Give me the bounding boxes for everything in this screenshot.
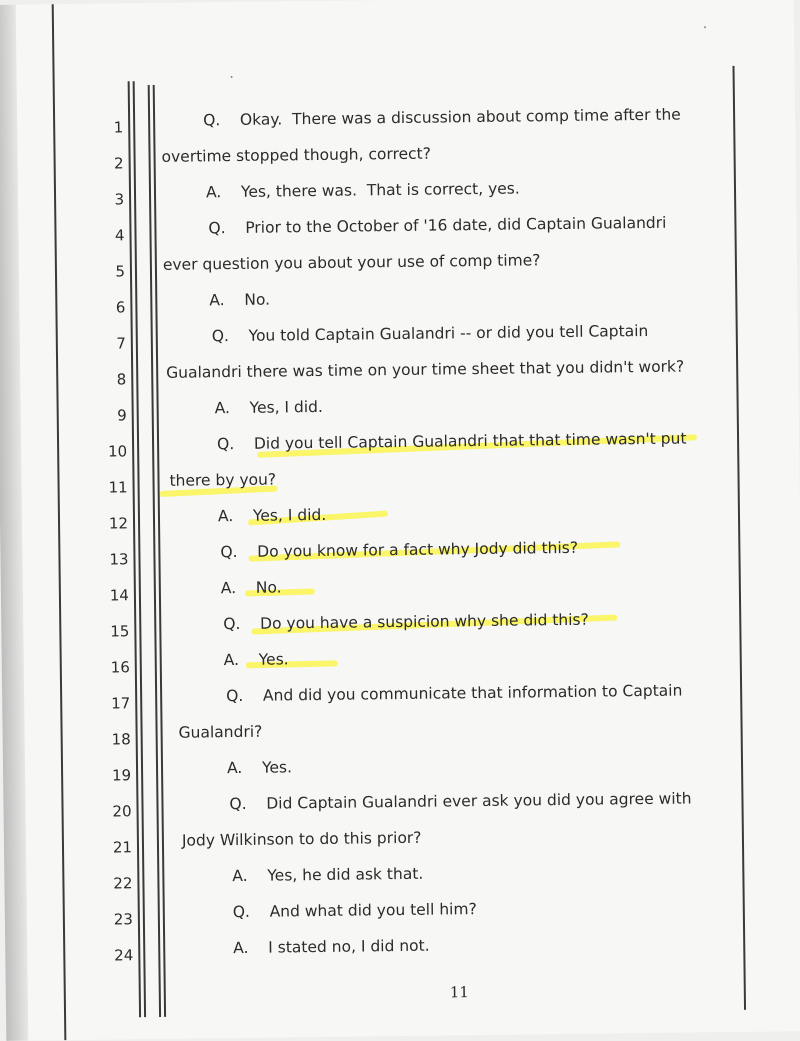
line-number: 5 [115,262,126,281]
question-line: Q. Do you know for a fact why Jody did this? [220,538,579,562]
answer-line: A. I stated no, I did not. [233,936,430,958]
right-margin-rule [733,66,746,1010]
answer-line: A. Yes, I did. [217,505,327,526]
page-number: 11 [449,983,470,1002]
question-line: Q. Prior to the October of '16 date, did Captain Gualandri [208,213,667,238]
answer-line: A. Yes, I did. [214,397,324,418]
line-number: 3 [114,190,125,209]
line-number: 13 [109,550,129,569]
continuation-line: Gualandri? [178,722,263,742]
continuation-line: overtime stopped though, correct? [161,144,432,166]
question-line: Q. You told Captain Gualandri -- or did you tell Captain [211,321,649,346]
answer-line: A. Yes, there was. That is correct, yes. [205,179,520,202]
answer-line: A. No. [220,578,282,598]
question-line: Q. Okay. There was a discussion about comp time after the [203,105,681,130]
line-number: 18 [111,730,131,749]
line-number: 17 [111,694,131,713]
line-number: 2 [113,154,124,173]
line-number: 22 [113,874,133,893]
question-line: Q. Do you have a suspicion why she did this? [223,610,589,634]
answer-line: A. Yes. [226,758,293,778]
line-number: 19 [111,766,132,785]
scan-edge-shadow [0,5,28,1041]
line-number: 24 [114,946,134,965]
line-number: 14 [109,586,130,605]
question-line: Q. Did you tell Captain Gualandri that that time wasn't put [216,429,687,454]
left-margin-rule [52,4,67,1040]
line-number: 8 [116,370,127,389]
scan-speck [231,76,233,78]
line-number: 6 [115,298,126,317]
line-number: 20 [112,802,132,821]
answer-line: A. Yes, he did ask that. [232,864,424,886]
line-number: 4 [114,226,125,245]
continuation-line: there by you? [169,470,277,490]
continuation-line: ever question you about your use of comp time? [162,251,541,274]
line-number: 16 [110,658,130,677]
question-line: Q. Did Captain Gualandri ever ask you did you agree with [229,789,692,814]
scan-speck [704,26,706,28]
question-line: Q. And what did you tell him? [232,900,477,922]
line-number: 7 [116,334,126,353]
line-number: 1 [113,118,124,137]
line-number: 21 [112,838,133,857]
line-number: 9 [117,406,127,425]
continuation-line: Jody Wilkinson to do this prior? [181,828,422,850]
line-number: 11 [108,478,128,497]
continuation-line: Gualandri there was time on your time sheet that you didn't work? [166,357,685,382]
question-line: Q. And did you communicate that information to Captain [226,681,683,706]
line-number: 23 [113,910,133,929]
line-number: 12 [108,514,129,533]
line-number: 15 [110,622,130,641]
answer-line: A. Yes. [223,650,289,670]
line-number: 10 [107,442,128,461]
answer-line: A. No. [209,290,271,310]
